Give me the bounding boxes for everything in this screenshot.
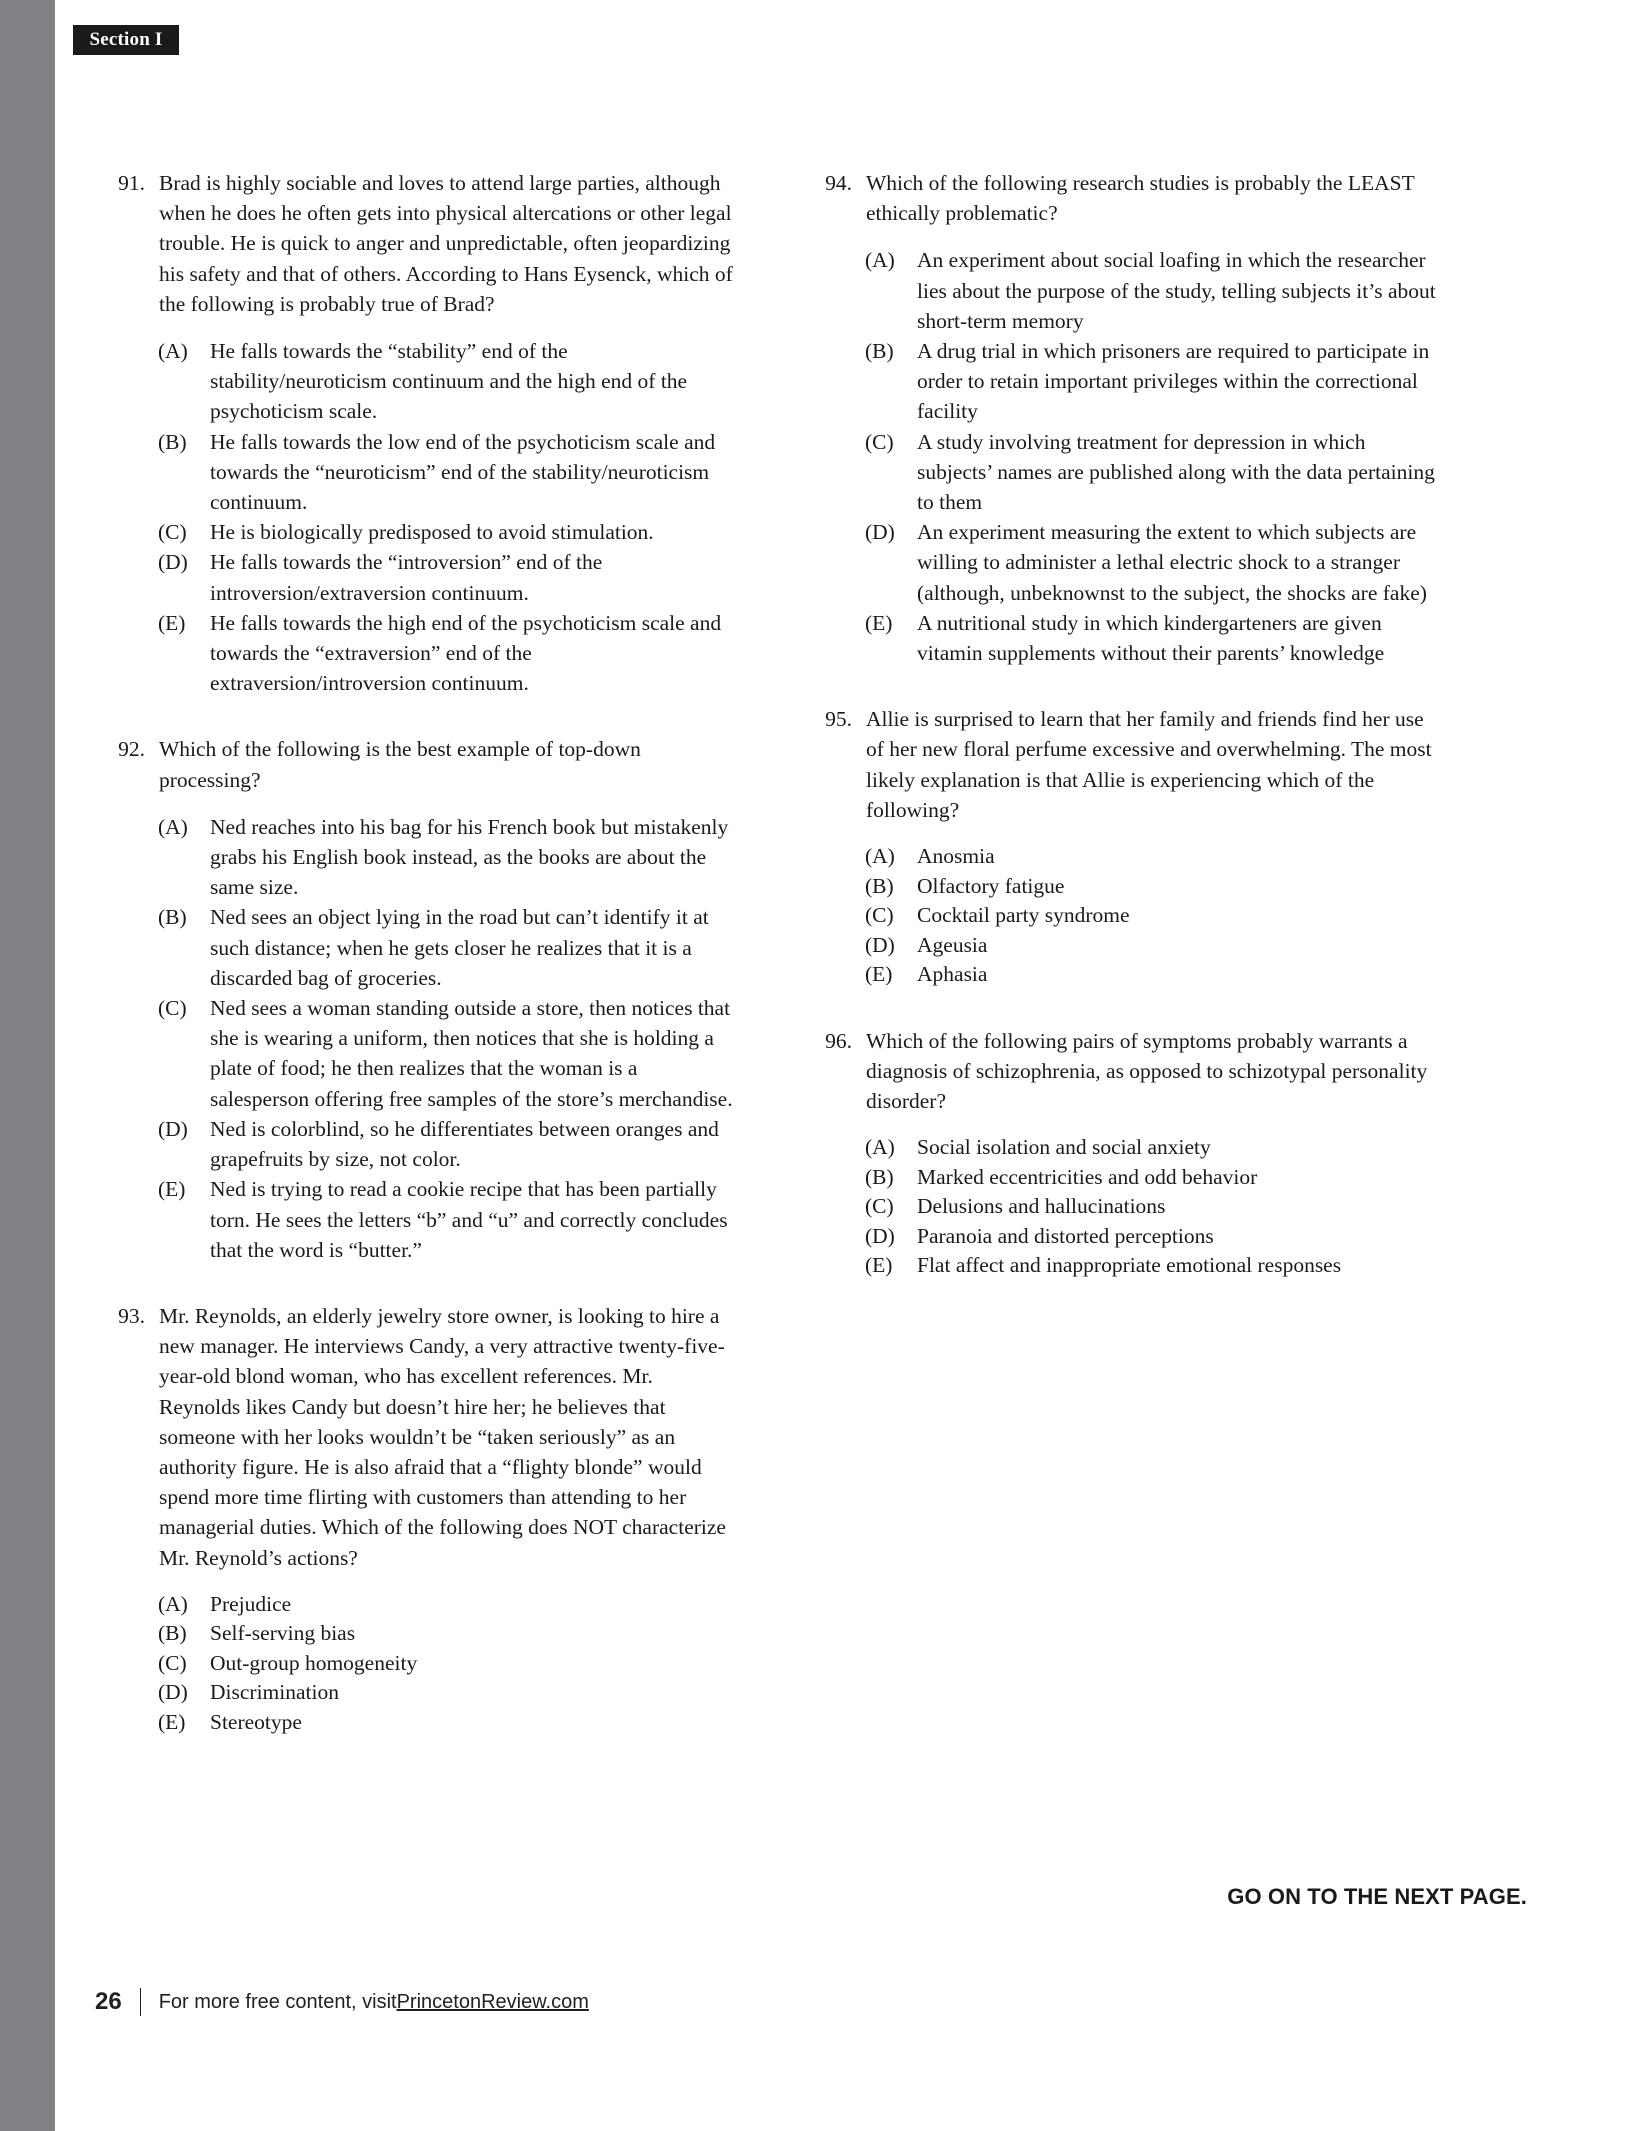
question-text: Which of the following research studies is probably the LEAST ethically problematic? [866, 171, 1415, 226]
answer-choice-letter: (E) [865, 962, 893, 987]
answer-choice-letter: (C) [158, 520, 187, 545]
answer-choice[interactable] [113, 517, 733, 547]
footer-divider [140, 1988, 141, 2016]
question-stem [820, 168, 1440, 228]
answer-choice-text: Out-group homogeneity [210, 1650, 418, 1675]
answer-choice-text: Aphasia [917, 962, 988, 987]
answer-choice-text: Ned is trying to read a cookie recipe that has been partially torn. He sees the letters “b” and “u” and correctly concludes that the word is “butter.” [210, 1177, 728, 1262]
answer-choice-letter: (B) [865, 1164, 894, 1189]
answer-choice-letter: (E) [158, 1177, 186, 1202]
answer-choice-letter: (B) [158, 1621, 187, 1646]
answer-choice[interactable] [113, 427, 733, 518]
answer-choice-letter: (D) [865, 1223, 895, 1248]
question-number: 93. [118, 1303, 145, 1328]
answer-choice[interactable] [113, 1649, 733, 1679]
question-stem [820, 1026, 1440, 1117]
answer-choice-text: Ned is colorblind, so he differentiates between oranges and grapefruits by size, not color. [210, 1116, 719, 1172]
section-badge: Section I [73, 25, 179, 55]
answer-choice-text: Cocktail party syndrome [917, 903, 1130, 928]
answer-choice-list [820, 1133, 1440, 1281]
answer-choice-text: Ned reaches into his bag for his French book but mistakenly grabs his English book instead, as the books are about the same size. [210, 814, 729, 900]
go-on-to-next-page-notice: GO ON TO THE NEXT PAGE. [1227, 1884, 1527, 1909]
question-number: 92. [118, 737, 145, 762]
answer-choice-letter: (B) [865, 873, 894, 898]
answer-choice-letter: (D) [158, 1116, 188, 1141]
answer-choice[interactable] [820, 427, 1440, 518]
answer-choice-text: Flat affect and inappropriate emotional responses [917, 1253, 1342, 1278]
question-block [113, 168, 733, 698]
question-number: 95. [825, 707, 852, 732]
answer-choice[interactable] [820, 1222, 1440, 1252]
answer-choice-text: He falls towards the low end of the psychoticism scale and towards the “neuroticism” end of the stability/neuroticism continuum. [210, 429, 716, 515]
answer-choice-letter: (B) [158, 429, 187, 454]
answer-choice[interactable] [113, 547, 733, 607]
answer-choice-text: A drug trial in which prisoners are required to participate in order to retain important privileges within the correctional facility [917, 339, 1430, 424]
answer-choice[interactable] [113, 336, 733, 427]
answer-choice[interactable] [820, 872, 1440, 902]
answer-choice-text: Paranoia and distorted perceptions [917, 1223, 1214, 1248]
answer-choice-text: Olfactory fatigue [917, 873, 1065, 898]
question-number: 96. [825, 1028, 852, 1053]
answer-choice-letter: (C) [865, 429, 894, 454]
answer-choice-text: Ageusia [917, 932, 988, 957]
answer-choice[interactable] [113, 1708, 733, 1738]
answer-choice-letter: (C) [158, 996, 187, 1021]
answer-choice[interactable] [820, 931, 1440, 961]
answer-choice-text: He falls towards the “introversion” end of the introversion/extraversion continuum. [210, 550, 603, 605]
answer-choice[interactable] [820, 1192, 1440, 1222]
answer-choice-letter: (A) [158, 339, 188, 364]
answer-choice-letter: (B) [865, 339, 894, 364]
answer-choice-text: Delusions and hallucinations [917, 1194, 1166, 1219]
answer-choice-letter: (A) [158, 1591, 188, 1616]
answer-choice[interactable] [820, 1163, 1440, 1193]
question-text: Allie is surprised to learn that her family and friends find her use of her new floral perfume excessive and overwhelming. The most likely explanation is that Allie is experiencing which of the following? [866, 707, 1432, 822]
answer-choice-text: A study involving treatment for depression in which subjects’ names are published along with the data pertaining to them [917, 429, 1435, 515]
answer-choice-letter: (C) [865, 1194, 894, 1219]
answer-choice-letter: (A) [865, 248, 895, 273]
answer-choice-letter: (D) [158, 1680, 188, 1705]
left-column [113, 168, 733, 1773]
answer-choice[interactable] [820, 245, 1440, 336]
answer-choice[interactable] [113, 902, 733, 993]
answer-choice-text: An experiment about social loafing in which the researcher lies about the purpose of the study, telling subjects it’s about short-term memory [917, 248, 1436, 333]
question-block [820, 168, 1440, 668]
question-stem [820, 704, 1440, 825]
question-text: Which of the following is the best example of top-down processing? [159, 737, 641, 792]
footer-promo-text: For more free content, visit [158, 1990, 397, 2013]
question-block [820, 704, 1440, 989]
answer-choice-letter: (B) [158, 905, 187, 930]
answer-choice[interactable] [113, 1590, 733, 1620]
answer-choice-letter: (A) [158, 814, 188, 839]
answer-choice-text: Discrimination [210, 1680, 339, 1705]
answer-choice-text: Prejudice [210, 1591, 292, 1616]
answer-choice-letter: (A) [865, 844, 895, 869]
question-stem [113, 734, 733, 794]
answer-choice-list [113, 1590, 733, 1738]
answer-choice-letter: (D) [865, 520, 895, 545]
question-columns [0, 168, 1640, 1848]
answer-choice-text: An experiment measuring the extent to which subjects are willing to administer a lethal electric shock to a stranger (although, unbeknownst to the subject, the shocks are fake) [917, 520, 1427, 605]
answer-choice-letter: (C) [865, 903, 894, 928]
answer-choice[interactable] [820, 960, 1440, 990]
answer-choice-list [820, 245, 1440, 668]
answer-choice-text: He is biologically predisposed to avoid stimulation. [210, 520, 654, 545]
princeton-review-link[interactable]: PrincetonReview.com [396, 1990, 589, 2013]
question-number: 91. [118, 171, 145, 195]
question-block [820, 1026, 1440, 1281]
answer-choice-letter: (D) [865, 932, 895, 957]
answer-choice[interactable] [113, 812, 733, 903]
answer-choice-text: Ned sees a woman standing outside a store, then notices that she is wearing a uniform, then notices that she is holding a plate of food; he then realizes that the woman is a salesperson offering free samples of the store’s merchandise. [210, 996, 733, 1111]
question-stem [113, 168, 733, 319]
page-number: 26 [95, 1988, 122, 2015]
answer-choice[interactable] [820, 608, 1440, 668]
answer-choice[interactable] [820, 336, 1440, 427]
question-block [113, 734, 733, 1264]
question-number: 94. [825, 171, 852, 195]
answer-choice[interactable] [820, 1133, 1440, 1163]
answer-choice[interactable] [113, 608, 733, 699]
answer-choice[interactable] [820, 1251, 1440, 1281]
answer-choice[interactable] [113, 1619, 733, 1649]
answer-choice[interactable] [820, 901, 1440, 931]
answer-choice-text: He falls towards the “stability” end of the stability/neuroticism continuum and the high end of the psychoticism scale. [210, 339, 688, 424]
question-text: Which of the following pairs of symptoms probably warrants a diagnosis of schizophrenia, as opposed to schizotypal personality disorder? [866, 1028, 1428, 1113]
answer-choice-letter: (E) [865, 1253, 893, 1278]
answer-choice[interactable] [113, 1678, 733, 1708]
answer-choice-list [113, 336, 733, 698]
question-block [113, 1301, 733, 1737]
answer-choice[interactable] [113, 1114, 733, 1174]
answer-choice-text: Marked eccentricities and odd behavior [917, 1164, 1258, 1189]
answer-choice-text: Social isolation and social anxiety [917, 1135, 1211, 1160]
right-column [820, 168, 1440, 1317]
answer-choice-text: He falls towards the high end of the psychoticism scale and towards the “extraversion” end of the extraversion/introversion continuum. [210, 610, 722, 696]
answer-choice-list [113, 812, 733, 1265]
question-text: Mr. Reynolds, an elderly jewelry store owner, is looking to hire a new manager. He interviews Candy, a very attractive twenty-five-year-old blond woman, who has excellent references. Mr. Reynolds likes Candy but doesn’t hire her; he believes that someone with her looks wouldn’t be “taken seriously” as an authority figure. He is also afraid that a “flighty blonde” would spend more time flirting with customers than attending to her managerial duties. Which of the following does NOT characterize Mr. Reynold’s actions? [159, 1303, 726, 1570]
answer-choice-text: A nutritional study in which kindergarteners are given vitamin supplements without their parents’ knowledge [917, 610, 1385, 666]
answer-choice-letter: (C) [158, 1650, 187, 1675]
answer-choice[interactable] [820, 842, 1440, 872]
answer-choice-text: Anosmia [917, 844, 995, 869]
question-text: Brad is highly sociable and loves to attend large parties, although when he does he often gets into physical altercations or other legal trouble. He is quick to anger and unpredictable, often jeopardizing his safety and that of others. According to Hans Eysenck, which of the following is probably true of Brad? [159, 171, 733, 316]
question-stem [113, 1301, 733, 1573]
answer-choice[interactable] [820, 517, 1440, 608]
answer-choice[interactable] [113, 993, 733, 1114]
answer-choice-letter: (E) [158, 1709, 186, 1734]
answer-choice-text: Stereotype [210, 1709, 302, 1734]
answer-choice[interactable] [113, 1174, 733, 1265]
page-footer [95, 1988, 589, 2016]
answer-choice-text: Self-serving bias [210, 1621, 356, 1646]
answer-choice-text: Ned sees an object lying in the road but can’t identify it at such distance; when he gets closer he realizes that it is a discarded bag of groceries. [210, 905, 709, 990]
answer-choice-letter: (A) [865, 1135, 895, 1160]
answer-choice-letter: (D) [158, 550, 188, 575]
answer-choice-letter: (E) [158, 610, 186, 635]
answer-choice-letter: (E) [865, 610, 893, 635]
answer-choice-list [820, 842, 1440, 990]
